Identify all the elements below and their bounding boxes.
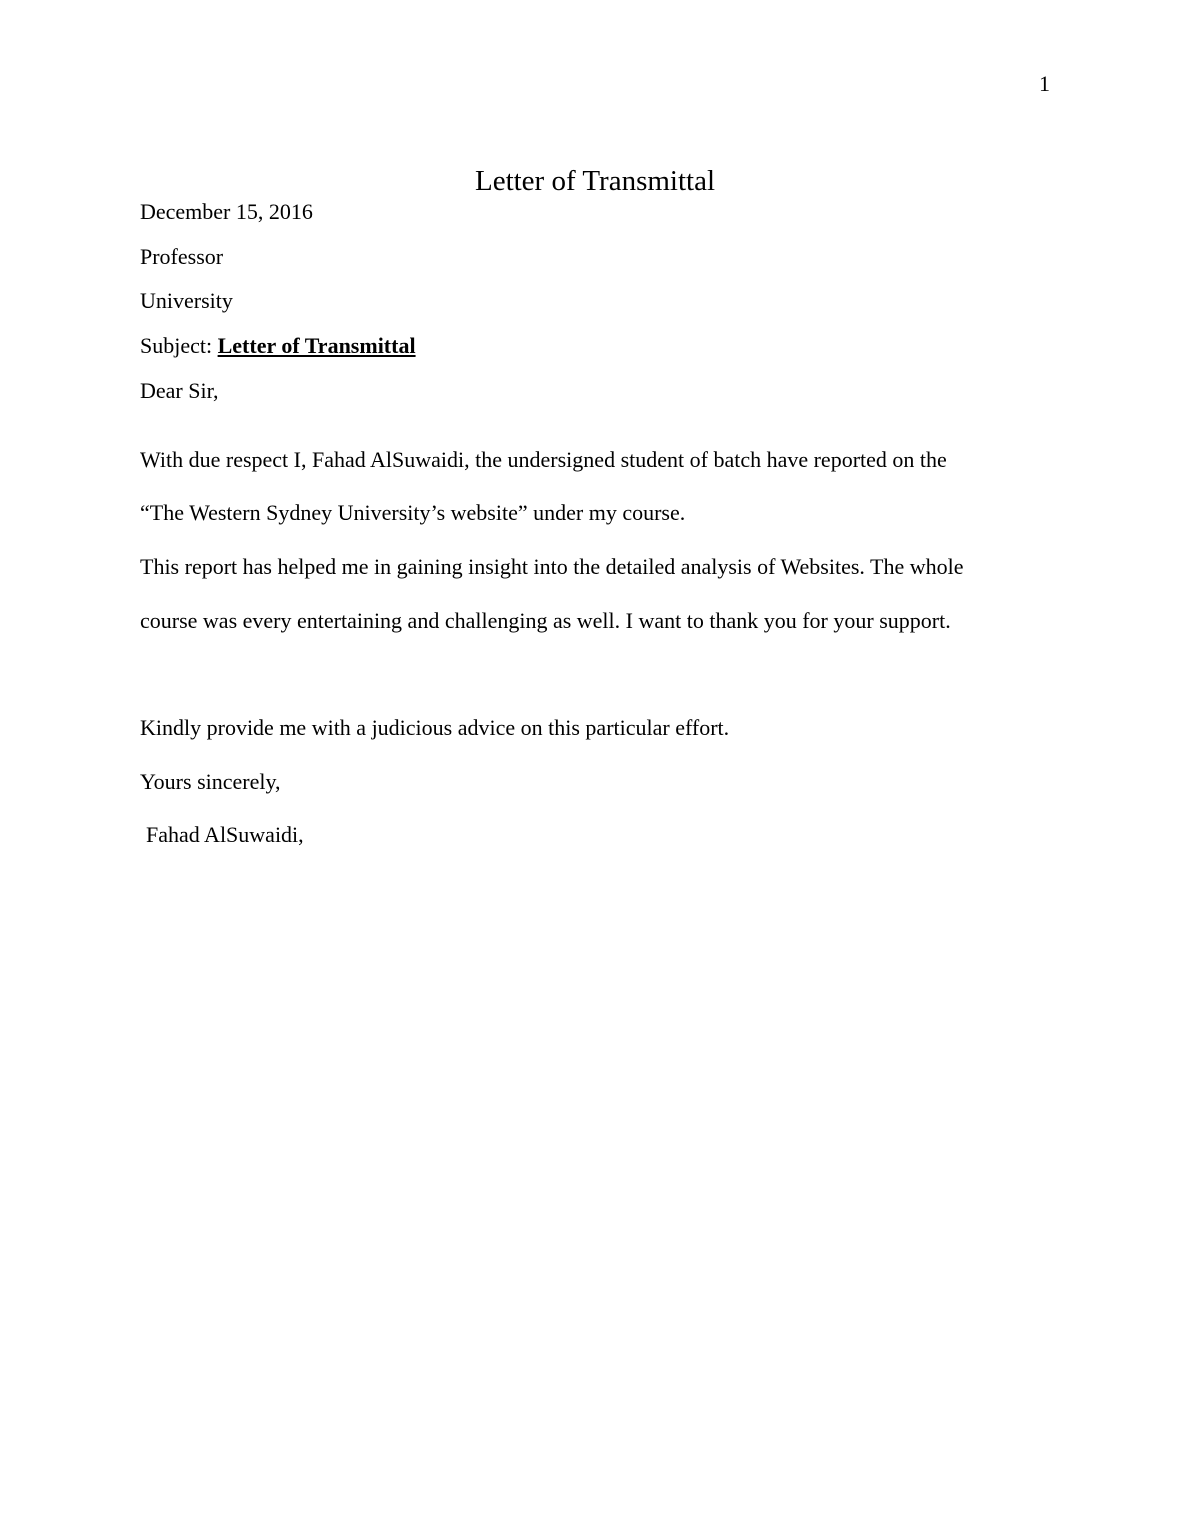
salutation: Dear Sir,	[140, 378, 219, 403]
signature-name: Fahad AlSuwaidi,	[146, 822, 304, 847]
valediction: Yours sincerely,	[140, 769, 281, 794]
subject-label: Subject:	[140, 333, 218, 358]
subject-line	[140, 333, 416, 359]
page-number: 1	[1039, 71, 1050, 96]
subject-value: Letter of Transmittal	[217, 333, 416, 358]
paragraph-3: Kindly provide me with a judicious advice on this particular effort.	[140, 715, 730, 740]
paragraph-1-line-2: “The Western Sydney University’s website” under my course.	[140, 500, 686, 525]
paragraph-2-line-2: course was every entertaining and challenging as well. I want to thank you for your support.	[140, 608, 951, 633]
paragraph-2-line-1: This report has helped me in gaining insight into the detailed analysis of Websites. The whole	[140, 554, 964, 579]
letter-date: December 15, 2016	[140, 199, 313, 224]
recipient-title: Professor	[140, 244, 224, 269]
recipient-organization: University	[140, 288, 233, 313]
paragraph-1-line-1: With due respect I, Fahad AlSuwaidi, the undersigned student of batch have reported on the	[140, 447, 947, 472]
document-title: Letter of Transmittal	[474, 165, 716, 197]
